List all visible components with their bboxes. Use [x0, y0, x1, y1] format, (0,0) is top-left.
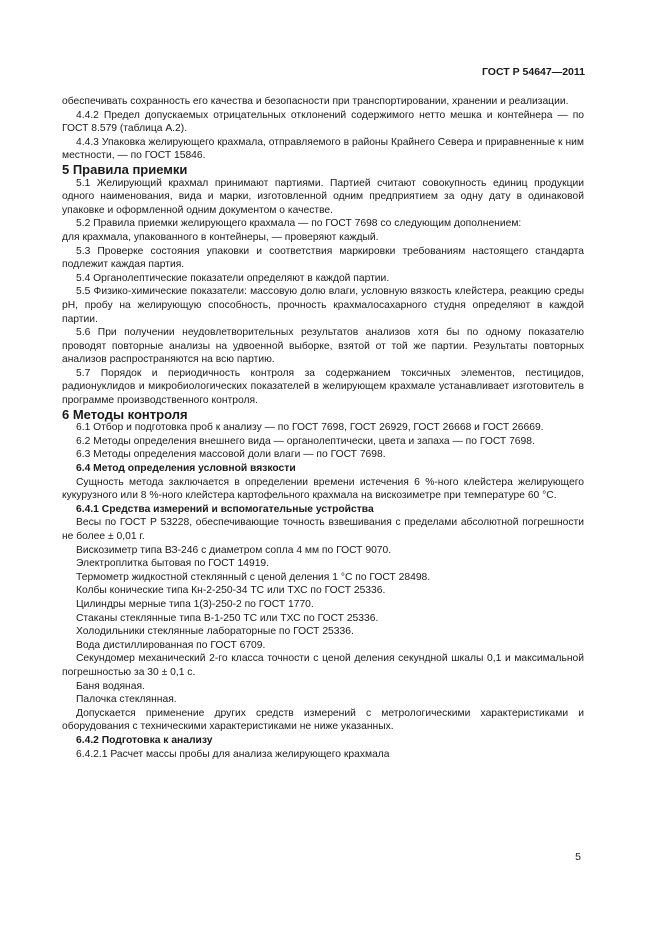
section-heading: 6 Методы контроля	[62, 406, 188, 422]
paragraph: Цилиндры мерные типа 1(3)-250-2 по ГОСТ 1770.	[76, 598, 314, 610]
paragraph: Палочка стеклянная.	[76, 694, 177, 706]
paragraph: Допускается применение других средств измерений с метрологическими характеристиками и оборудования с техническими характеристиками не ниже указанных.	[62, 707, 584, 733]
document-body	[62, 95, 584, 761]
paragraph: 4.4.2 Предел допускаемых отрицательных отклонений содержимого нетто мешка и контейнера — по ГОСТ 8.579 (таблица А.2).	[62, 109, 584, 135]
paragraph: обеспечивать сохранность его качества и безопасности при транспортировании, хранении и реализации.	[62, 96, 569, 107]
paragraph: Баня водяная.	[76, 680, 145, 692]
paragraph: Секундомер механический 2-го класса точности с ценой деления секундной шкалы 0,1 и максимальной погрешностью за 30 ± 0,1 с.	[62, 653, 584, 678]
paragraph: 5.6 При получении неудовлетворительных результатов анализов хотя бы по одному показателю проводят повторные анализы на удвоенной выборке, взятой от той же партии. Результаты повторных анализов распространяются на всю партию.	[62, 327, 584, 366]
page-number: 5	[575, 851, 581, 863]
paragraph: Весы по ГОСТ Р 53228, обеспечивающие точность взвешивания с пределами абсолютной погрешности не более ± 0,01 г.	[62, 517, 584, 542]
document-header: ГОСТ Р 54647—2011	[481, 66, 585, 78]
paragraph: 5.5 Физико-химические показатели: массовую долю влаги, условную вязкость клейстера, реакцию среды рН, пробу на желирующую способность, прочность крахмалосахарного студня определяют в каждой партии.	[62, 286, 584, 325]
section-heading: 5 Правила приемки	[62, 161, 188, 177]
paragraph: 6.1 Отбор и подготовка проб к анализу — по ГОСТ 7698, ГОСТ 26929, ГОСТ 26668 и ГОСТ 26669.	[76, 422, 544, 434]
paragraph: Стаканы стеклянные типа В-1-250 ТС или ТХС по ГОСТ 25336.	[76, 612, 379, 624]
paragraph: 6.2 Методы определения внешнего вида — органолептически, цвета и запаха — по ГОСТ 7698.	[76, 435, 535, 447]
paragraph: 6.4.2.1 Расчет массы пробы для анализа желирующего крахмала	[76, 748, 390, 760]
subsection-heading: 6.4.2 Подготовка к анализу	[76, 734, 213, 746]
paragraph: Сущность метода заключается в определении времени истечения 6 %-ного клейстера желирующего кукурузного или 8 %-ного клейстера картофельного крахмала на вискозиметре при температуре 60 °С.	[62, 476, 584, 502]
paragraph: 5.3 Проверке состояния упаковки и соответствия маркировки требованиям настоящего стандарта подлежит каждая партия.	[62, 245, 584, 271]
paragraph: 5.2 Правила приемки желирующего крахмала — по ГОСТ 7698 со следующим дополнением:	[76, 218, 522, 230]
paragraph: Электроплитка бытовая по ГОСТ 14919.	[76, 558, 270, 570]
paragraph: 4.4.3 Упаковка желирующего крахмала, отправляемого в районы Крайнего Севера и приравненные к ним местности, — по ГОСТ 15846.	[62, 136, 584, 162]
paragraph: Холодильники стеклянные лабораторные по ГОСТ 25336.	[76, 626, 354, 638]
paragraph: 5.4 Органолептические показатели определяют в каждой партии.	[76, 272, 390, 284]
subsection-heading: 6.4.1 Средства измерений и вспомогательные устройства	[76, 503, 374, 515]
paragraph: Вода дистиллированная по ГОСТ 6709.	[76, 639, 266, 651]
paragraph: 5.1 Желирующий крахмал принимают партиями. Партией считают совокупность единиц продукции одного наименования, вида и марки, изготовленной одним предприятием за одну дату в одинаковой упаковке и оформленной одним документом о качестве.	[62, 177, 584, 216]
subsection-heading: 6.4 Метод определения условной вязкости	[76, 463, 296, 475]
paragraph: для крахмала, упакованного в контейнеры, — проверяют каждый.	[62, 231, 379, 243]
paragraph: 6.3 Методы определения массовой доли влаги — по ГОСТ 7698.	[76, 449, 386, 461]
paragraph: Колбы конические типа Кн-2-250-34 ТС или ТХС по ГОСТ 25336.	[76, 585, 386, 597]
paragraph: Вискозиметр типа ВЗ-246 с диаметром сопла 4 мм по ГОСТ 9070.	[76, 544, 392, 556]
paragraph: 5.7 Порядок и периодичность контроля за содержанием токсичных элементов, пестицидов, радионуклидов и микробиологических показателей в желирующем крахмале устанавливает изготовитель в программе производственного контроля.	[62, 367, 584, 407]
paragraph: Термометр жидкостной стеклянный с ценой деления 1 °С по ГОСТ 28498.	[76, 571, 431, 583]
